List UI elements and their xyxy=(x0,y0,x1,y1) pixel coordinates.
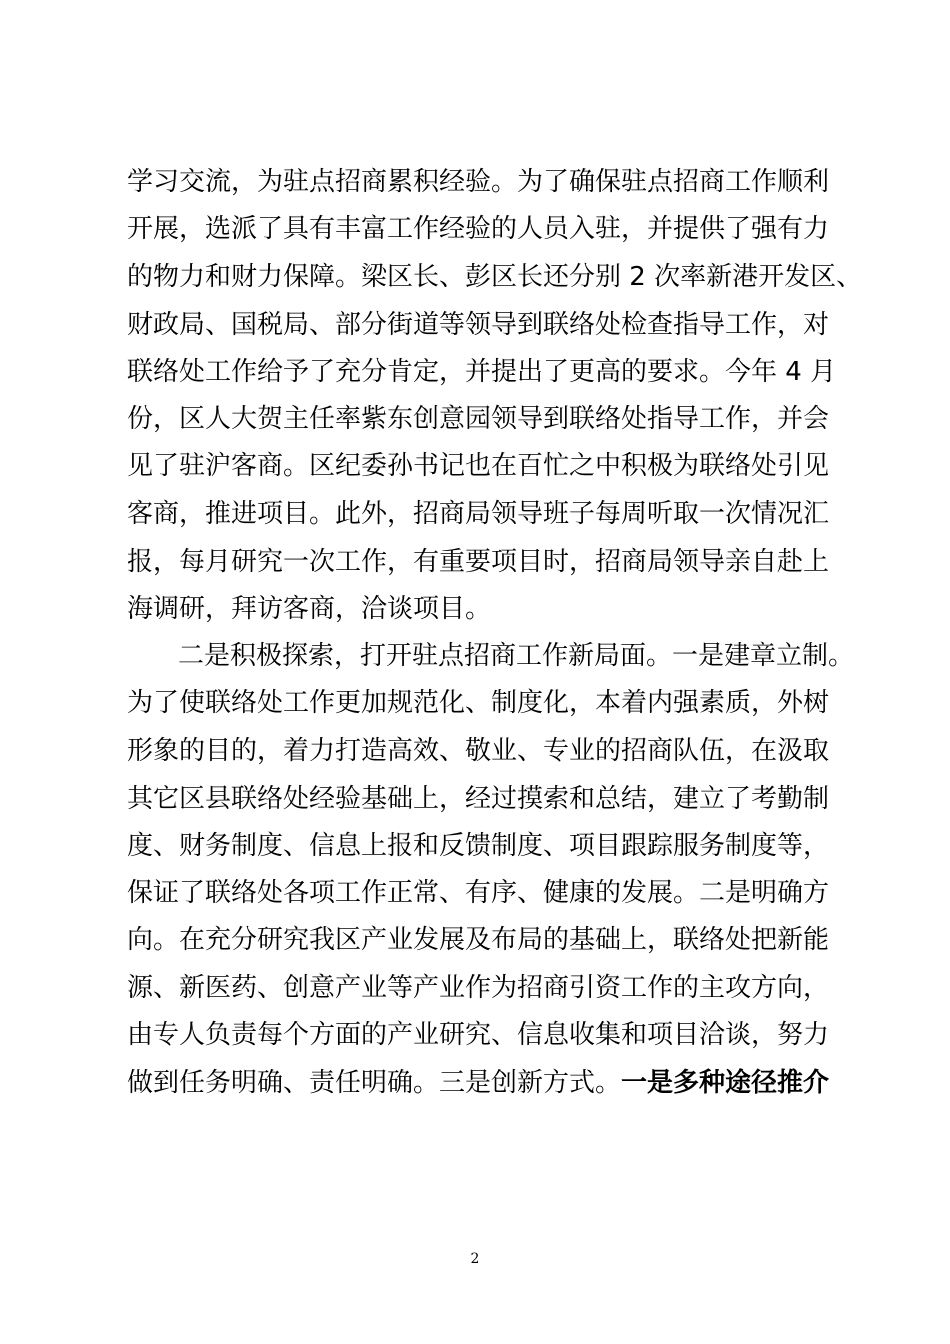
text-line: 见了驻沪客商。区纪委孙书记也在百忙之中积极为联络处引见 xyxy=(127,451,830,481)
text-line: 财政局、国税局、部分街道等领导到联络处检查指导工作，对 xyxy=(127,310,830,340)
text-line: 海调研，拜访客商，洽谈项目。 xyxy=(127,594,492,624)
text-line: 向。在充分研究我区产业发展及布局的基础上，联络处把新能 xyxy=(127,925,830,955)
text-line: 源、新医药、创意产业等产业作为招商引资工作的主攻方向， xyxy=(127,973,830,1003)
text-line: 开展，选派了具有丰富工作经验的人员入驻，并提供了强有力 xyxy=(127,214,830,244)
text-line: 联络处工作给予了充分肯定，并提出了更高的要求。今年 4 月 xyxy=(127,357,837,387)
page-number: 2 xyxy=(470,1251,480,1267)
text-line: 学习交流，为驻点招商累积经验。为了确保驻点招商工作顺利 xyxy=(127,167,830,197)
text-line: 报，每月研究一次工作，有重要项目时，招商局领导亲自赴上 xyxy=(127,547,830,577)
paragraph-first-line: 二是积极探索，打开驻点招商工作新局面。一是建章立制。 xyxy=(178,641,855,671)
text-line: 客商，推进项目。此外，招商局领导班子每周听取一次情况汇 xyxy=(127,499,830,529)
text-line-mixed xyxy=(127,1068,830,1098)
text-line: 度、财务制度、信息上报和反馈制度、项目跟踪服务制度等， xyxy=(127,831,830,861)
bold-heading-text: 一是多种途径推介 xyxy=(621,1068,830,1098)
text-line: 保证了联络处各项工作正常、有序、健康的发展。二是明确方 xyxy=(127,878,830,908)
text-line: 形象的目的，着力打造高效、敬业、专业的招商队伍，在汲取 xyxy=(127,736,830,766)
text-line: 为了使联络处工作更加规范化、制度化，本着内强素质，外树 xyxy=(127,688,830,718)
text-line: 的物力和财力保障。梁区长、彭区长还分别 2 次率新港开发区、 xyxy=(127,262,863,292)
text-line: 份，区人大贺主任率紫东创意园领导到联络处指导工作，并会 xyxy=(127,404,830,434)
text-line: 其它区县联络处经验基础上，经过摸索和总结，建立了考勤制 xyxy=(127,784,830,814)
text-line: 由专人负责每个方面的产业研究、信息收集和项目洽谈，努力 xyxy=(127,1020,830,1050)
regular-text: 做到任务明确、责任明确。三是创新方式。 xyxy=(127,1068,622,1098)
